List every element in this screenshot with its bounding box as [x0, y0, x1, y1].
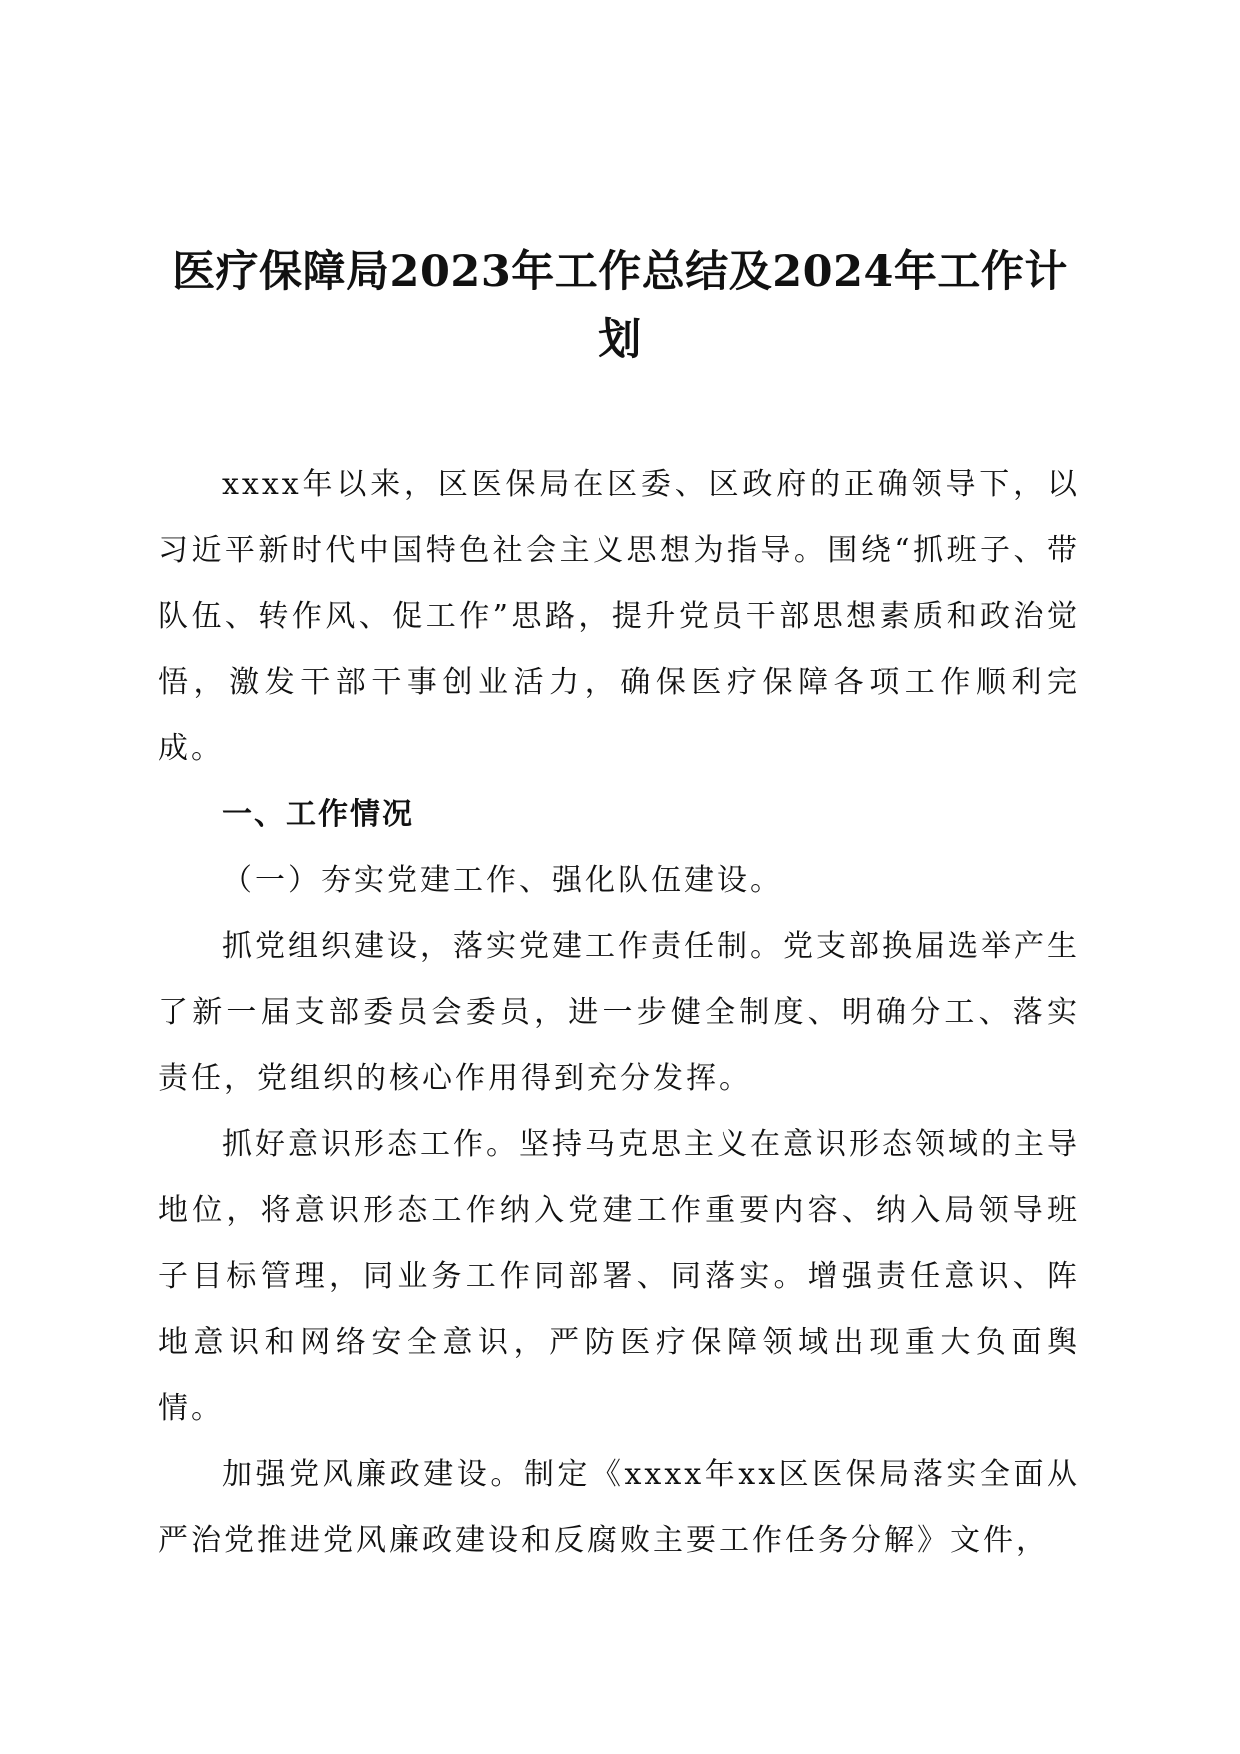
paragraph-ideology-work: 抓好意识形态工作。坚持马克思主义在意识形态领域的主导地位，将意识形态工作纳入党建工作重要内容、纳入局领导班子目标管理，同业务工作同部署、同落实。增强责任意识、阵地意识和网络安全意识，严防医疗保障领域出现重大负面舆情。 [158, 1127, 1080, 1426]
document-title: 医疗保障局2023年工作总结及2024年工作计划 [172, 247, 1068, 365]
document-body [158, 452, 1080, 1574]
intro-paragraph: xxxx年以来，区医保局在区委、区政府的正确领导下，以习近平新时代中国特色社会主义思想为指导。围绕“抓班子、带队伍、转作风、促工作”思路，提升党员干部思想素质和政治觉悟，激发干部干事创业活力，确保医疗保障各项工作顺利完成。 [158, 467, 1080, 766]
section-heading-work-status: 一、工作情况 [222, 797, 414, 832]
paragraph-integrity-building: 加强党风廉政建设。制定《xxxx年xx区医保局落实全面从严治党推进党风廉政建设和反腐败主要工作任务分解》文件， [158, 1457, 1080, 1558]
paragraph-party-organization: 抓党组织建设，落实党建工作责任制。党支部换届选举产生了新一届支部委员会委员，进一步健全制度、明确分工、落实责任，党组织的核心作用得到充分发挥。 [158, 929, 1080, 1096]
subsection-heading-party-building: （一）夯实党建工作、强化队伍建设。 [222, 863, 783, 898]
